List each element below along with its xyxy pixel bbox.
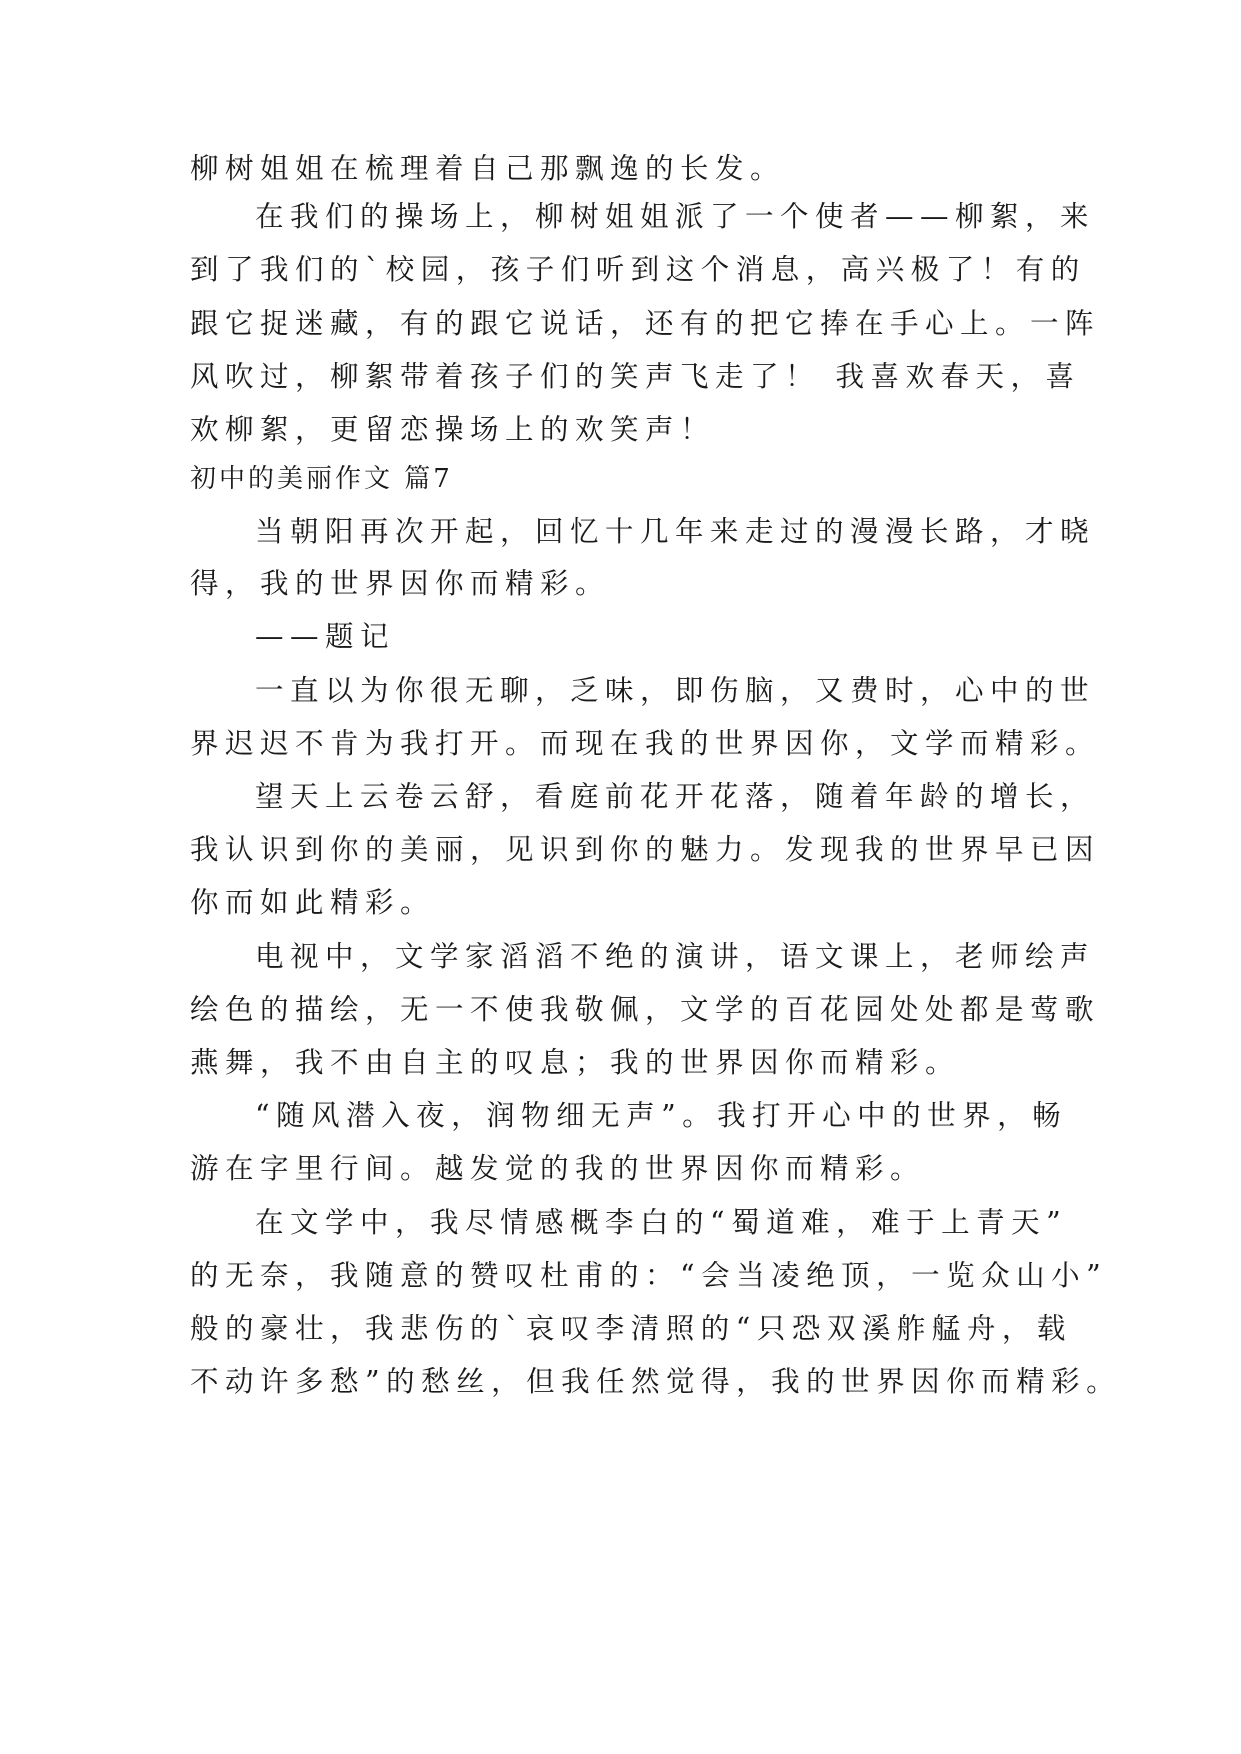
text-line: 你而如此精彩。 [190,886,436,919]
text-line: ——题记 [255,620,396,653]
text-line: 不动许多愁”的愁丝，但我任然觉得，我的世界因你而精彩。 [190,1365,1122,1398]
text-line: 当朝阳再次开起，回忆十几年来走过的漫漫长路，才晓 [255,515,1096,548]
text-line: “随风潜入夜，润物细无声”。我打开心中的世界，畅 [255,1099,1068,1132]
text-line: 一直以为你很无聊，乏味，即伤脑，又费时，心中的世 [255,674,1096,707]
text-line: 欢柳絮，更留恋操场上的欢笑声！ [190,413,716,446]
text-line: 跟它捉迷藏，有的跟它说话，还有的把它捧在手心上。一阵 [190,307,1101,340]
text-line: 燕舞，我不由自主的叹息；我的世界因你而精彩。 [190,1046,961,1079]
text-line: 风吹过，柳絮带着孩子们的笑声飞走了！ 我喜欢春天，喜 [190,360,1081,393]
text-line: 望天上云卷云舒，看庭前花开花落，随着年龄的增长， [255,780,1096,813]
text-line: 绘色的描绘，无一不使我敬佩，文学的百花园处处都是莺歌 [190,993,1101,1026]
text-line: 般的豪壮，我悲伤的`哀叹李清照的“只恐双溪舴艋舟，载 [190,1312,1072,1345]
section-heading: 初中的美丽作文 篇7 [190,464,453,494]
text-line: 在文学中，我尽情感概李白的“蜀道难，难于上青天” [255,1206,1068,1239]
text-line: 柳树姐姐在梳理着自己那飘逸的长发。 [190,152,786,185]
text-line: 在我们的操场上，柳树姐姐派了一个使者——柳絮，来 [255,200,1096,233]
text-line: 到了我们的`校园，孩子们听到这个消息，高兴极了！有的 [190,253,1086,286]
text-line: 得，我的世界因你而精彩。 [190,567,611,600]
text-line: 我认识到你的美丽，见识到你的魅力。发现我的世界早已因 [190,833,1101,866]
text-line: 界迟迟不肯为我打开。而现在我的世界因你，文学而精彩。 [190,727,1101,760]
text-line: 电视中，文学家滔滔不绝的演讲，语文课上，老师绘声 [255,940,1096,973]
text-line: 游在字里行间。越发觉的我的世界因你而精彩。 [190,1152,926,1185]
text-line: 的无奈，我随意的赞叹杜甫的：“会当凌绝顶，一览众山小” [190,1259,1108,1292]
